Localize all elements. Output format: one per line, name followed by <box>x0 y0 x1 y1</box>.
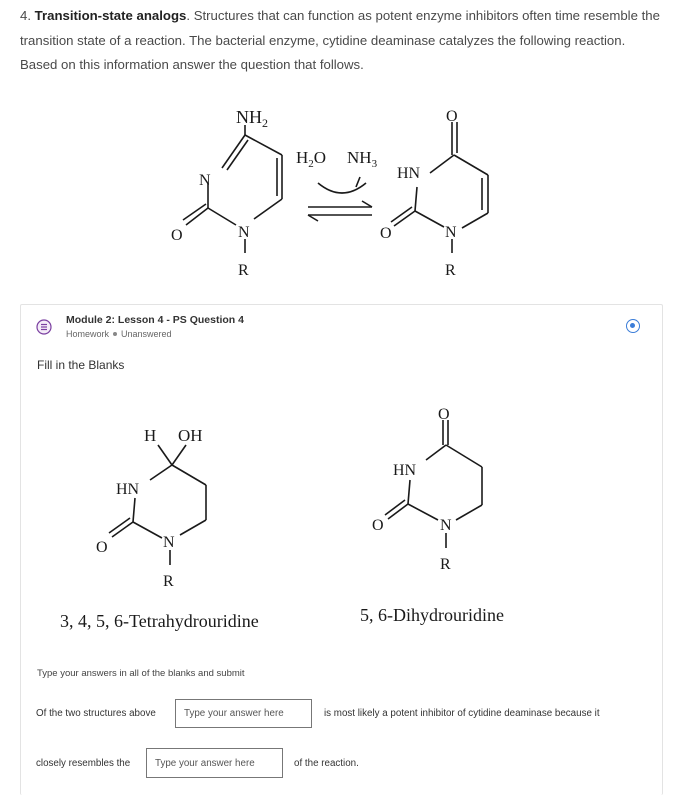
left-n-label: N <box>163 534 175 551</box>
sentence-part-3: closely resembles the <box>36 758 131 769</box>
right-r-label: R <box>440 556 451 573</box>
nh3-label: $NH_3$ <box>347 148 378 170</box>
homework-label: Homework <box>66 329 110 339</box>
right-o-label: O <box>372 517 384 534</box>
left-n-label: N <box>199 172 211 189</box>
module-status <box>66 329 172 339</box>
right-hn-label: HN <box>393 462 417 479</box>
right-n-bottom-label: N <box>445 224 457 241</box>
question-text <box>20 4 660 78</box>
info-toggle-button[interactable] <box>626 319 640 333</box>
left-r-label: R <box>238 262 249 279</box>
left-h-label: H <box>144 426 157 445</box>
status-separator-dot <box>113 332 117 336</box>
module-list-icon <box>36 319 52 335</box>
left-compound-name: 3, 4, 5, 6-Tetrahydrouridine <box>60 611 259 631</box>
blanks-instructions: Type your answers in all of the blanks and submit <box>37 668 245 679</box>
sentence-part-1: Of the two structures above <box>36 708 156 719</box>
left-nh2-label: $NH_2$ <box>236 107 268 130</box>
sentence-part-4: of the reaction. <box>294 758 359 769</box>
answer-blank-2[interactable] <box>146 748 283 778</box>
question-number: 4. <box>20 8 31 23</box>
module-title: Module 2: Lesson 4 - PS Question 4 <box>66 314 244 326</box>
answer-blank-1[interactable] <box>175 699 312 728</box>
right-hn-label: HN <box>397 165 421 182</box>
status-label: Unanswered <box>121 329 172 339</box>
structures-figure <box>0 400 678 600</box>
left-r-label: R <box>163 573 174 590</box>
sentence-part-2: is most likely a potent inhibitor of cytidine deaminase because it <box>324 708 600 719</box>
question-title: Transition-state analogs <box>34 8 187 23</box>
reaction-diagram <box>0 95 678 295</box>
right-o-top-label: O <box>446 108 458 125</box>
right-compound-name: 5, 6-Dihydrouridine <box>360 605 504 625</box>
right-r-label: R <box>445 262 456 279</box>
left-n-bottom-label: N <box>238 224 250 241</box>
right-n-label: N <box>440 517 452 534</box>
question-body: . Structures that can function as potent enzyme inhibitors often time resemble the transition state of a reaction. The bacterial enzyme, cytidine deaminase catalyzes the following reaction. Based on this information answer the question that follows. <box>20 8 660 73</box>
h2o-label: $H_2O$ <box>296 148 327 170</box>
left-o-label: O <box>171 227 183 244</box>
right-o-label: O <box>380 225 392 242</box>
left-o-label: O <box>96 539 108 556</box>
fill-in-blanks-heading: Fill in the Blanks <box>37 358 125 372</box>
left-hn-label: HN <box>116 481 140 498</box>
left-oh-label: OH <box>178 426 203 445</box>
right-o-top-label: O <box>438 406 450 423</box>
